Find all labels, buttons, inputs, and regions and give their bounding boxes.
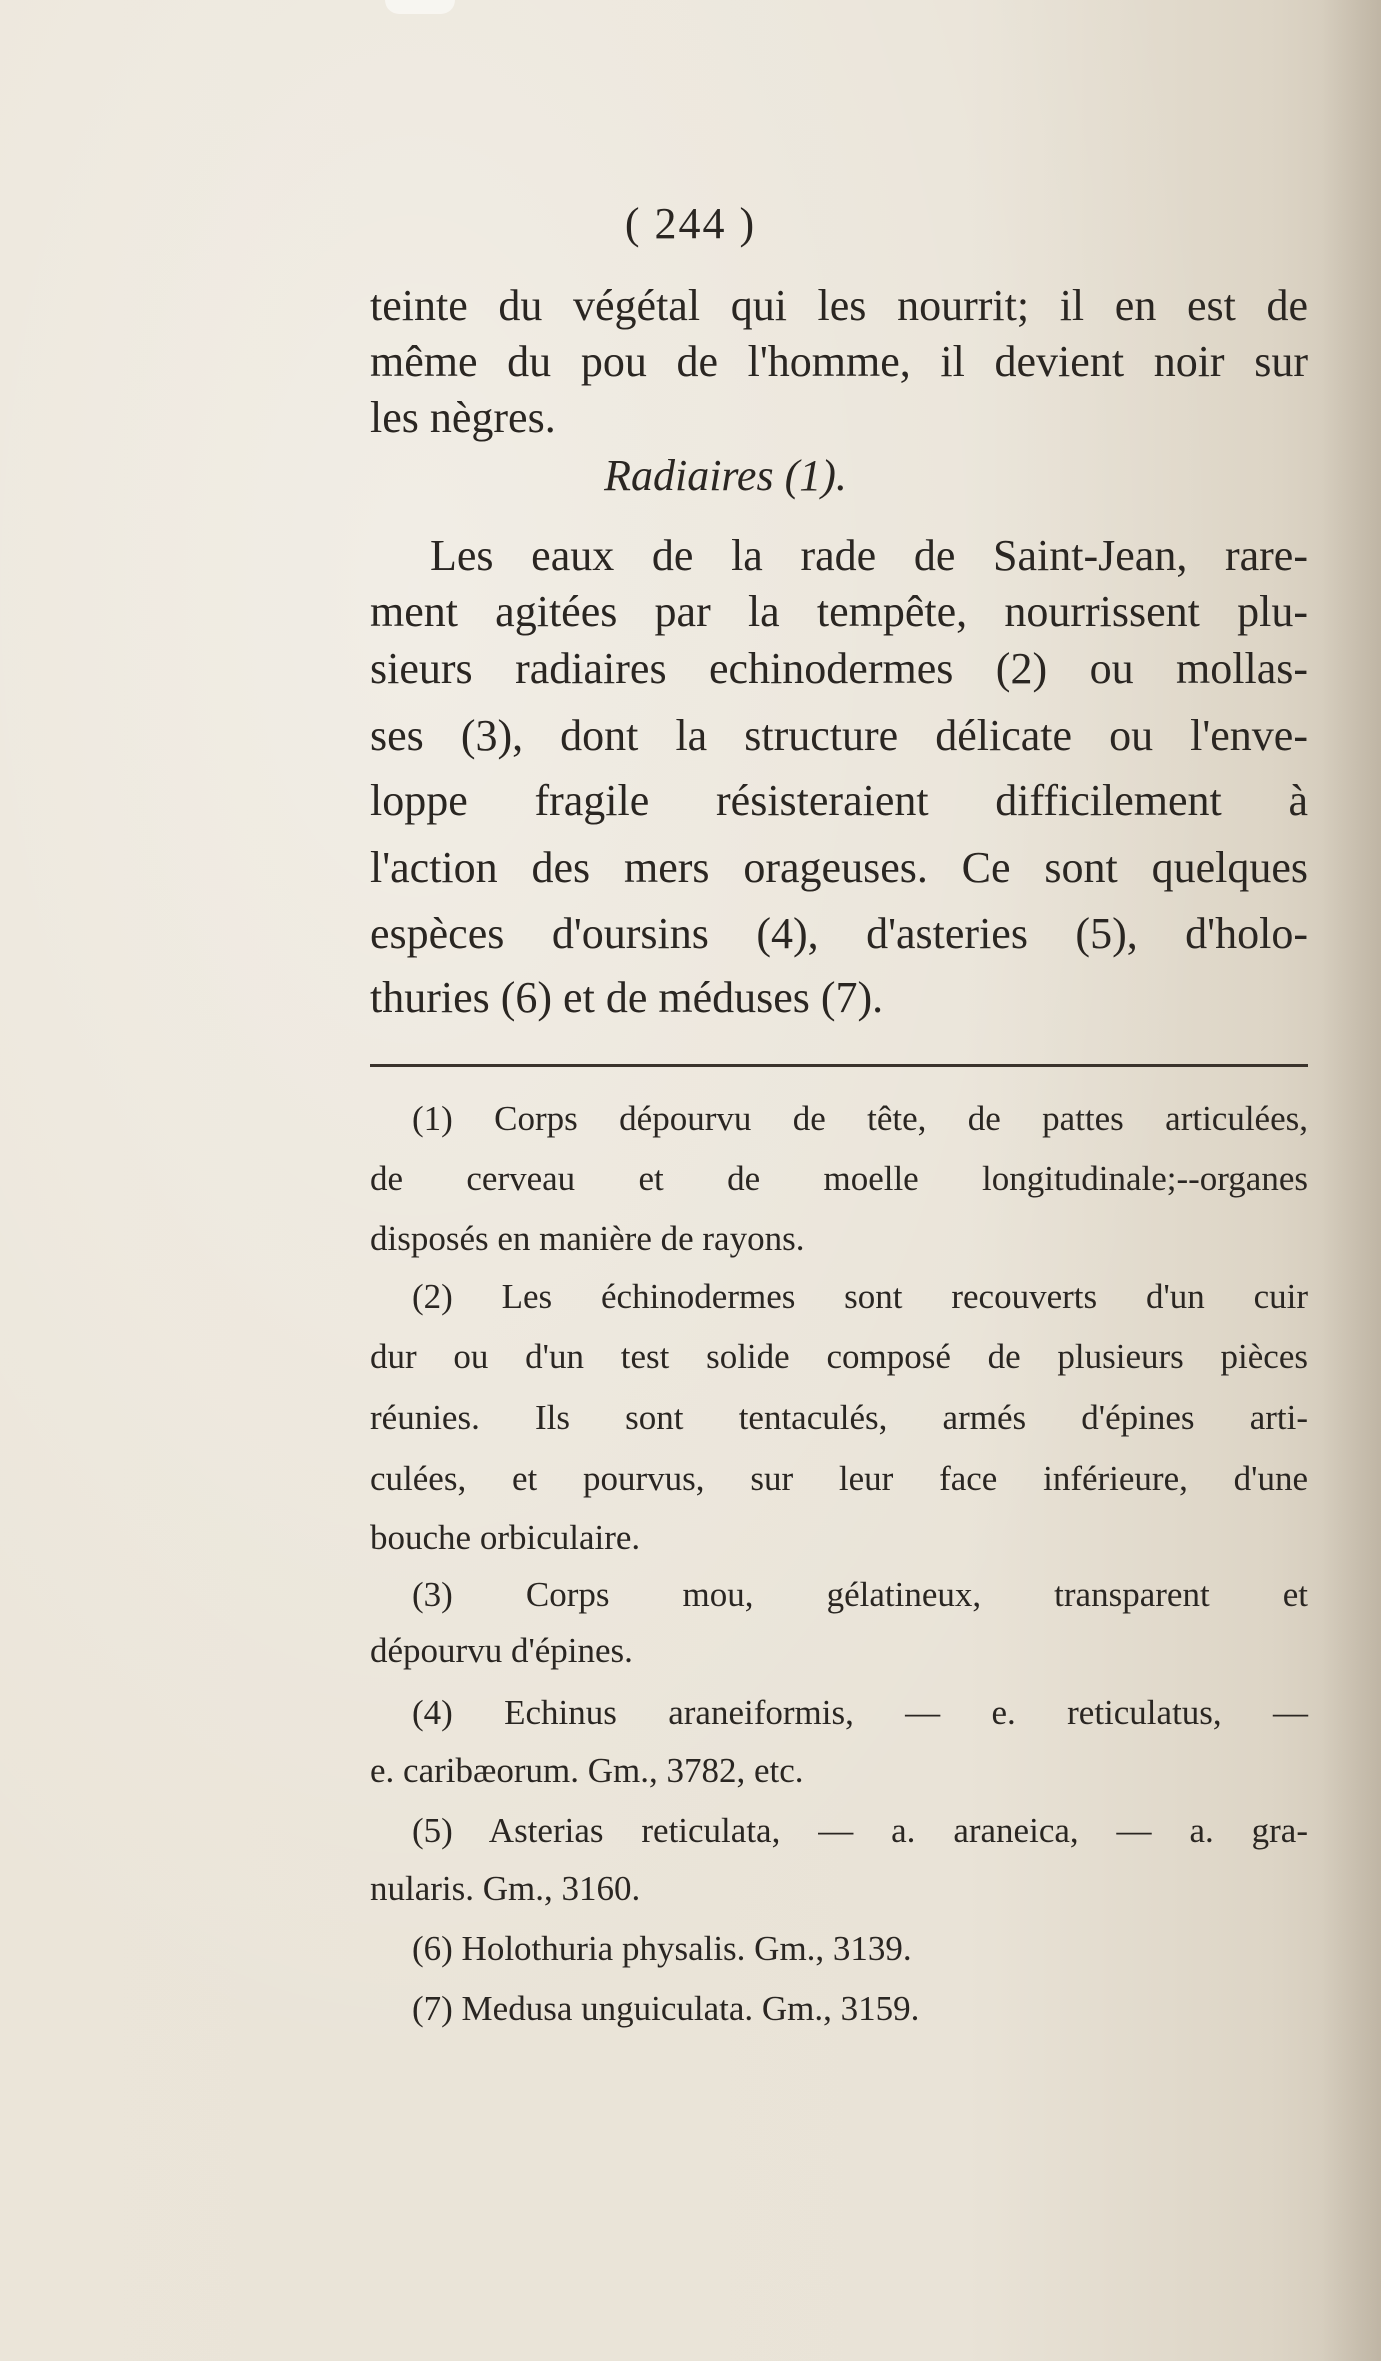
paper-mark [385, 0, 455, 14]
footnote-line: dur ou d'un test solide composé de plusieurs pièces [370, 1337, 1308, 1376]
body-line: loppe fragile résisteraient difficilement à [370, 776, 1308, 825]
footnote-line: bouche orbiculaire. [370, 1518, 641, 1557]
footnote-line: dépourvu d'épines. [370, 1631, 633, 1670]
footnote-line: (7) Medusa unguiculata. Gm., 3159. [412, 1989, 920, 2028]
footnote-line: de cerveau et de moelle longitudinale;--organes [370, 1159, 1308, 1198]
page-number: ( 244 ) [624, 199, 757, 248]
footnote-line: (2) Les échinodermes sont recouverts d'un cuir [412, 1277, 1308, 1316]
section-heading: Radiaires (1). [604, 451, 847, 500]
footnote-line: (5) Asterias reticulata, — a. araneica, — a. gra- [412, 1811, 1308, 1850]
footnote-line: nularis. Gm., 3160. [370, 1869, 641, 1908]
body-line: ses (3), dont la structure délicate ou l'enve- [370, 711, 1308, 760]
footnote-line: culées, et pourvus, sur leur face inférieure, d'une [370, 1459, 1308, 1498]
body-line: sieurs radiaires echinodermes (2) ou mollas- [370, 644, 1308, 693]
footnote-line: (1) Corps dépourvu de tête, de pattes articulées, [412, 1099, 1308, 1138]
footnote-line: réunies. Ils sont tentaculés, armés d'épines arti- [370, 1398, 1308, 1437]
body-line: Les eaux de la rade de Saint-Jean, rare- [430, 531, 1308, 580]
page-edge-shadow [1321, 0, 1381, 2361]
body-line: même du pou de l'homme, il devient noir sur [370, 337, 1308, 386]
footnote-line: e. caribæorum. Gm., 3782, etc. [370, 1751, 804, 1790]
footnote-separator [370, 1064, 1308, 1067]
footnote-line: (4) Echinus araneiformis, — e. reticulatus, — [412, 1693, 1308, 1732]
body-line: espèces d'oursins (4), d'asteries (5), d'holo- [370, 909, 1308, 958]
body-line: thuries (6) et de méduses (7). [370, 973, 884, 1022]
body-line: ment agitées par la tempête, nourrissent plu- [370, 587, 1308, 636]
footnote-line: disposés en manière de rayons. [370, 1219, 805, 1258]
footnote-line: (3) Corps mou, gélatineux, transparent et [412, 1575, 1308, 1614]
footnote-line: (6) Holothuria physalis. Gm., 3139. [412, 1929, 912, 1968]
body-line: les nègres. [370, 393, 556, 442]
body-line: l'action des mers orageuses. Ce sont quelques [370, 843, 1308, 892]
body-line: teinte du végétal qui les nourrit; il en est de [370, 281, 1308, 330]
